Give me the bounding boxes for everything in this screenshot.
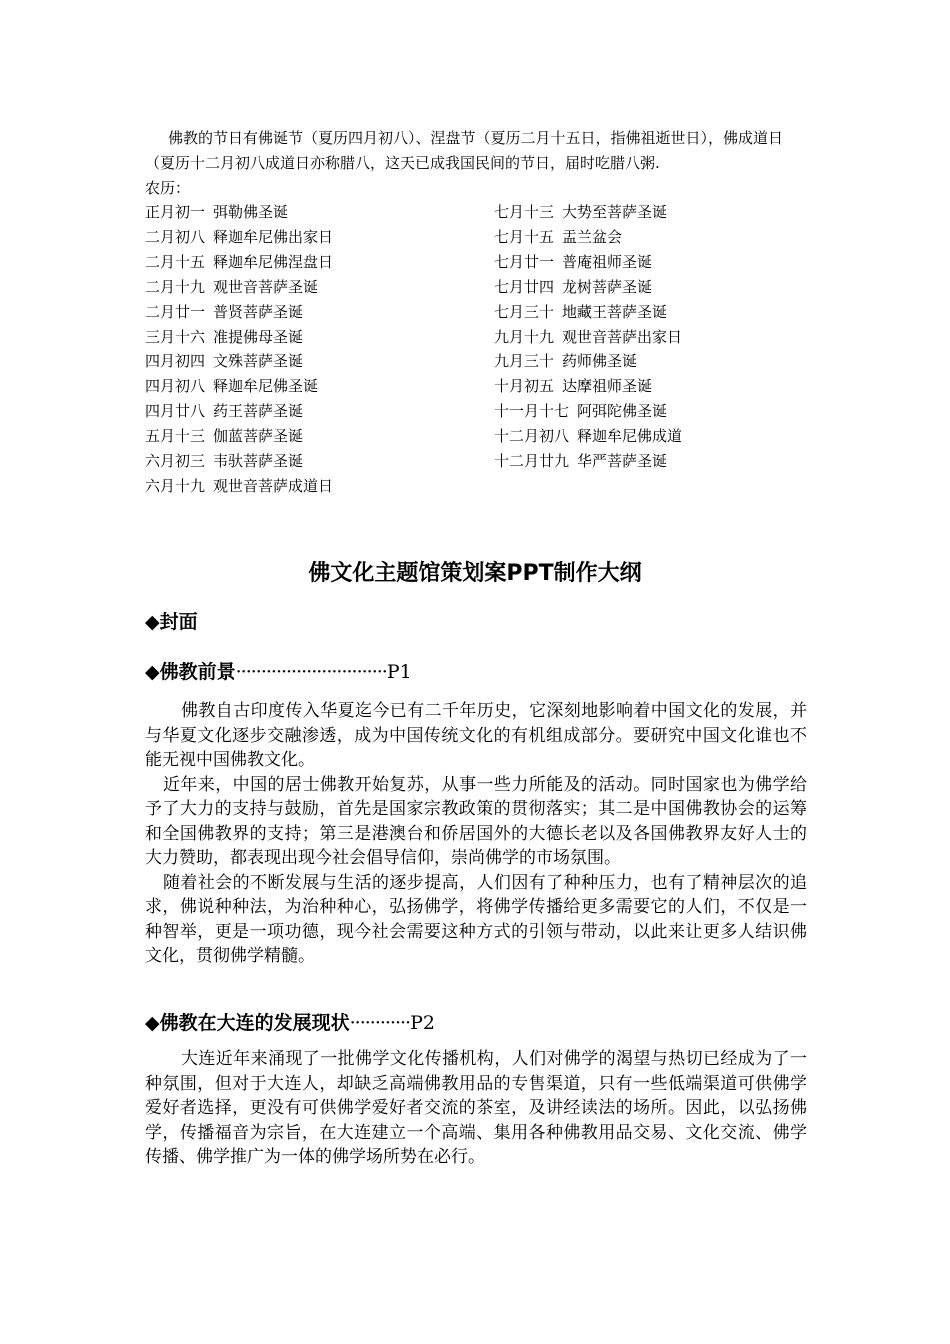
festival-row — [145, 250, 333, 275]
festival-date: 四月廿八 — [145, 402, 206, 421]
leader-dots: ············ — [349, 1012, 411, 1034]
festival-row — [494, 424, 682, 449]
festival-row — [145, 449, 333, 474]
festival-name: 韦驮菩萨圣诞 — [213, 452, 304, 471]
festival-name: 龙树菩萨圣诞 — [562, 277, 653, 296]
festival-name: 大势至菩萨圣诞 — [562, 203, 668, 221]
festival-date: 十二月廿九 — [494, 452, 570, 471]
festival-name: 文殊菩萨圣诞 — [213, 352, 304, 371]
festival-name: 伽蓝菩萨圣诞 — [213, 427, 304, 446]
page-number: P1 — [386, 661, 412, 683]
festival-date: 三月十六 — [145, 327, 206, 346]
festival-row — [494, 200, 682, 225]
paragraph: 大连近年来涌现了一批佛学文化传播机构，人们对佛学的渴望与热切已经成为了一种氛围，但对于大连人，却缺乏高端佛教用品的专售渠道，只有一些低端渠道可供佛学爱好者选择，更没有可供佛学爱好者交流的茶室，及讲经读法的场所。因此，以弘扬佛学，传播福音为宗旨，在大连建立一个高端、集用各种佛教用品交易、文化交流、佛学传播、佛学推广为一体的佛学场所势在必行。 — [145, 1049, 807, 1167]
festival-name: 达摩祖师圣诞 — [562, 377, 653, 396]
festival-name: 观世音菩萨出家日 — [562, 327, 683, 346]
festival-date: 七月十五 — [494, 227, 555, 246]
festival-list-left — [145, 200, 333, 499]
festival-name: 释迦牟尼佛出家日 — [213, 227, 334, 246]
festival-intro — [145, 126, 810, 201]
festival-row — [494, 275, 682, 300]
festival-date: 七月廿一 — [494, 252, 555, 271]
festival-date: 二月廿一 — [145, 302, 206, 321]
festival-date: 六月十九 — [145, 476, 206, 495]
festival-name: 药王菩萨圣诞 — [213, 402, 304, 421]
festival-row — [145, 300, 333, 325]
festival-date: 二月初八 — [145, 227, 206, 246]
section-heading-background — [145, 657, 412, 687]
festival-row — [494, 300, 682, 325]
festival-name: 普贤菩萨圣诞 — [213, 302, 304, 321]
festival-name: 普庵祖师圣诞 — [562, 252, 653, 271]
festival-date: 六月初三 — [145, 452, 206, 471]
page-number: P2 — [410, 1012, 435, 1034]
festival-date: 九月三十 — [494, 352, 555, 371]
festival-name: 释迦牟尼佛圣诞 — [213, 377, 319, 396]
paragraph: 随着社会的不断发展与生活的逐步提高，人们因有了种种压力，也有了精神层次的追求，佛说种种法，为治种种心，弘扬佛学，将佛学传播给更多需要它的人们，不仅是一种智举，更是一项功德，现今社会需要这种方式的引领与带动，以此来让更多人结识佛文化，贯彻佛学精髓。 — [145, 872, 807, 966]
leader-dots: ······························ — [235, 661, 387, 683]
festival-row — [145, 374, 333, 399]
festival-row — [145, 325, 333, 350]
festival-date: 十一月十七 — [494, 402, 570, 421]
festival-name: 弭勒佛圣诞 — [213, 203, 289, 221]
festival-name: 观世音菩萨圣诞 — [213, 277, 319, 296]
festival-name: 药师佛圣诞 — [562, 352, 638, 371]
festival-row — [145, 399, 333, 424]
festival-row — [145, 424, 333, 449]
festival-date: 七月十三 — [494, 203, 555, 221]
festival-row — [145, 349, 333, 374]
background-body — [145, 699, 807, 969]
festival-row — [494, 449, 682, 474]
festival-date: 正月初一 — [145, 203, 206, 221]
section-heading-dalian — [145, 1008, 435, 1038]
festival-name: 华严菩萨圣诞 — [577, 452, 668, 471]
document-title: 佛文化主题馆策划案PPT制作大纲 — [308, 561, 642, 586]
festival-row — [145, 474, 333, 499]
heading-text: ◆佛教前景 — [145, 661, 236, 683]
festival-name: 释迦牟尼佛成道 — [577, 427, 683, 446]
festival-date: 四月初八 — [145, 377, 206, 396]
festival-row — [494, 225, 682, 250]
festival-row — [145, 275, 333, 300]
intro-paragraph: 佛教的节日有佛诞节（夏历四月初八）、涅盘节（夏历二月十五日，指佛祖逝世日），佛成道日（夏历十二月初八成道日亦称腊八，这天已成我国民间的节日，届时吃腊八粥. — [145, 129, 784, 172]
festival-name: 释迦牟尼佛涅盘日 — [213, 252, 334, 271]
festival-date: 十二月初八 — [494, 427, 570, 446]
festival-date: 七月三十 — [494, 302, 555, 321]
festival-date: 十月初五 — [494, 377, 555, 396]
festival-list-right — [494, 200, 682, 474]
dalian-body — [145, 1047, 807, 1170]
festival-name: 盂兰盆会 — [562, 227, 623, 246]
festival-date: 九月十九 — [494, 327, 555, 346]
festival-row — [494, 250, 682, 275]
festival-row — [494, 325, 682, 350]
festival-row — [494, 349, 682, 374]
lunar-calendar-label: 农历： — [145, 179, 191, 197]
festival-date: 七月廿四 — [494, 277, 555, 296]
festival-row — [145, 225, 333, 250]
festival-name: 地藏王菩萨圣诞 — [562, 302, 668, 321]
festival-date: 二月十五 — [145, 252, 206, 271]
heading-text: ◆佛教在大连的发展现状 — [145, 1012, 350, 1034]
festival-row — [145, 200, 333, 225]
festival-row — [494, 374, 682, 399]
festival-row — [494, 399, 682, 424]
festival-date: 二月十九 — [145, 277, 206, 296]
festival-date: 五月十三 — [145, 427, 206, 446]
festival-name: 阿弭陀佛圣诞 — [577, 402, 668, 421]
festival-name: 观世音菩萨成道日 — [213, 476, 334, 495]
paragraph: 近年来，中国的居士佛教开始复苏，从事一些力所能及的活动。同时国家也为佛学给予了大力的支持与鼓励，首先是国家宗教政策的贯彻落实；其二是中国佛教协会的运筹和全国佛教界的支持；第三是港澳台和侨居国外的大德长老以及各国佛教界友好人士的大力赞助，都表现出现今社会倡导信仰，崇尚佛学的市场氛围。 — [145, 774, 807, 868]
festival-name: 准提佛母圣诞 — [213, 327, 304, 346]
paragraph: 佛教自古印度传入华夏迄今已有二千年历史，它深刻地影响着中国文化的发展，并与华夏文化逐步交融渗透，成为中国传统文化的有机组成部分。要研究中国文化谁也不能无视中国佛教文化。 — [145, 701, 807, 770]
section-heading-cover: ◆封面 — [145, 611, 198, 633]
festival-date: 四月初四 — [145, 352, 206, 371]
